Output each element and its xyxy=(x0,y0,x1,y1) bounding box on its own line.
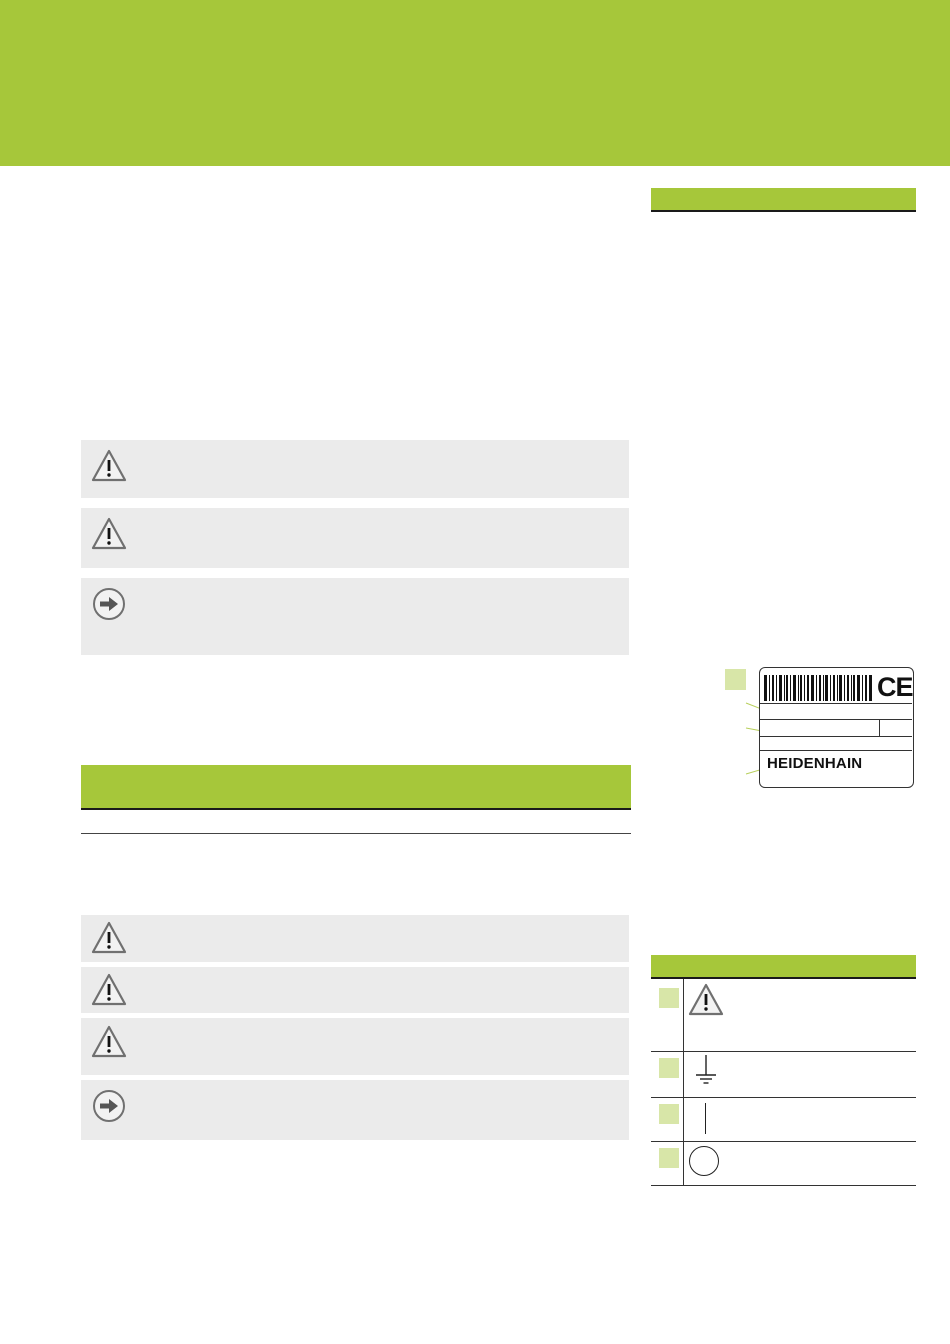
warning-triangle-icon xyxy=(91,920,127,956)
symbol-row-rule xyxy=(651,1141,916,1142)
symbol-row-marker xyxy=(659,1058,679,1078)
warning-note-4 xyxy=(81,967,629,1013)
label-rule-1 xyxy=(760,703,912,704)
label-divider xyxy=(879,719,880,736)
table-header xyxy=(81,765,631,809)
info-note-2 xyxy=(81,1080,629,1140)
warning-note-2 xyxy=(81,508,629,568)
heidenhain-logo: HEIDENHAIN xyxy=(767,755,863,772)
ce-mark: CE xyxy=(877,672,913,702)
warning-triangle-icon xyxy=(688,983,724,1017)
table-header-rule xyxy=(81,808,631,810)
symbol-row-marker xyxy=(659,988,679,1008)
symbol-table-bottom-rule xyxy=(651,1185,916,1186)
symbol-table-header-rule xyxy=(651,977,916,979)
warning-note-3 xyxy=(81,915,629,962)
warning-note-1 xyxy=(81,440,629,498)
page-header-band xyxy=(0,0,950,166)
table-row-rule xyxy=(81,833,631,834)
sidebar-section-header xyxy=(651,188,916,211)
arrow-right-circle-icon xyxy=(91,586,127,622)
symbol-row-marker xyxy=(659,1148,679,1168)
on-line-icon xyxy=(705,1103,706,1134)
off-circle-icon xyxy=(689,1146,719,1176)
info-note-1 xyxy=(81,578,629,655)
symbol-row-rule xyxy=(651,1051,916,1052)
warning-triangle-icon xyxy=(91,516,127,552)
sidebar-section-rule xyxy=(651,210,916,212)
warning-triangle-icon xyxy=(91,972,127,1008)
protective-earth-icon xyxy=(694,1055,718,1087)
id-label xyxy=(759,667,914,788)
symbol-table-header xyxy=(651,955,916,978)
arrow-right-circle-icon xyxy=(91,1088,127,1124)
warning-triangle-icon xyxy=(91,448,127,484)
label-rule-2 xyxy=(760,719,912,720)
label-rule-3 xyxy=(760,736,912,737)
warning-note-5 xyxy=(81,1018,629,1075)
barcode-icon xyxy=(764,675,874,701)
callout-marker xyxy=(725,669,746,690)
warning-triangle-icon xyxy=(91,1024,127,1060)
symbol-row-marker xyxy=(659,1104,679,1124)
symbol-row-rule xyxy=(651,1097,916,1098)
symbol-table-column-divider xyxy=(683,979,684,1186)
label-rule-4 xyxy=(760,750,912,751)
